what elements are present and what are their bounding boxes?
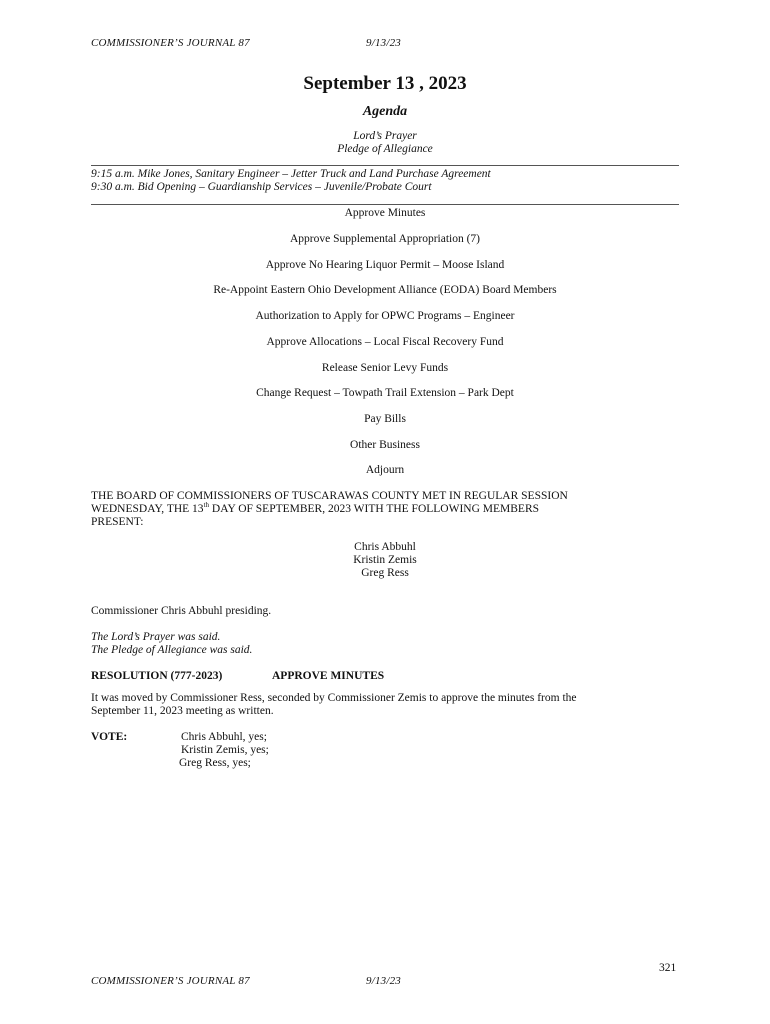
footer-date: 9/13/23 <box>366 975 402 987</box>
header-date: 9/13/23 <box>366 37 402 49</box>
agenda-item: Re-Appoint Eastern Ohio Development Alliance (EODA) Board Members <box>213 284 557 296</box>
page-title: September 13 , 2023 <box>303 73 467 94</box>
header-journal: COMMISSIONER’S JOURNAL 87 <box>91 37 250 49</box>
agenda-item: Approve Minutes <box>344 207 426 219</box>
member-name: Greg Ress <box>361 567 409 579</box>
agenda-item: Change Request – Towpath Trail Extension – Park Dept <box>256 387 514 399</box>
member-name: Kristin Zemis <box>353 554 417 566</box>
agenda-heading: Agenda <box>362 104 408 119</box>
vote-entry: Kristin Zemis, yes; <box>181 744 269 756</box>
presiding-note: Commissioner Chris Abbuhl presiding. <box>91 605 272 617</box>
prayer-note: The Lord’s Prayer was said. <box>91 631 221 643</box>
vote-entry: Greg Ress, yes; <box>179 757 251 769</box>
session-line-2 <box>91 503 539 516</box>
agenda-item: Approve Supplemental Appropriation (7) <box>289 233 481 245</box>
agenda-item: Approve Allocations – Local Fiscal Recovery Fund <box>266 336 504 348</box>
divider-bottom <box>91 204 679 205</box>
resolution-text-line-2: September 11, 2023 meeting as written. <box>91 705 274 717</box>
resolution-text-line-1: It was moved by Commissioner Ress, seconded by Commissioner Zemis to approve the minutes from the <box>91 692 577 704</box>
agenda-item: Other Business <box>350 439 420 451</box>
resolution-title: APPROVE MINUTES <box>272 670 385 682</box>
session-line-2-start: WEDNESDAY, THE 13 <box>91 503 204 515</box>
session-line-2-end: DAY OF SEPTEMBER, 2023 WITH THE FOLLOWING MEMBERS <box>209 503 540 515</box>
agenda-item: Authorization to Apply for OPWC Programs – Engineer <box>255 310 515 322</box>
session-line-1: THE BOARD OF COMMISSIONERS OF TUSCARAWAS COUNTY MET IN REGULAR SESSION <box>91 490 568 502</box>
session-line-3: PRESENT: <box>91 516 144 528</box>
vote-label: VOTE: <box>91 731 128 743</box>
agenda-item: Pay Bills <box>364 413 406 425</box>
opener-lords-prayer: Lord’s Prayer <box>353 130 417 142</box>
page-number: 321 <box>659 962 677 974</box>
appointment-item: 9:15 a.m. Mike Jones, Sanitary Engineer – Jetter Truck and Land Purchase Agreement <box>91 168 491 180</box>
resolution-number: RESOLUTION (777-2023) <box>91 670 223 682</box>
agenda-item: Release Senior Levy Funds <box>321 362 449 374</box>
pledge-note: The Pledge of Allegiance was said. <box>91 644 253 656</box>
session-day-suffix: th <box>203 501 210 510</box>
vote-entry: Chris Abbuhl, yes; <box>181 731 267 743</box>
footer-journal: COMMISSIONER’S JOURNAL 87 <box>91 975 250 987</box>
divider-top <box>91 165 679 166</box>
appointment-item: 9:30 a.m. Bid Opening – Guardianship Services – Juvenile/Probate Court <box>91 181 432 193</box>
member-name: Chris Abbuhl <box>354 541 416 553</box>
agenda-item: Approve No Hearing Liquor Permit – Moose Island <box>265 259 505 271</box>
opener-pledge: Pledge of Allegiance <box>337 143 433 155</box>
agenda-item: Adjourn <box>365 464 405 476</box>
